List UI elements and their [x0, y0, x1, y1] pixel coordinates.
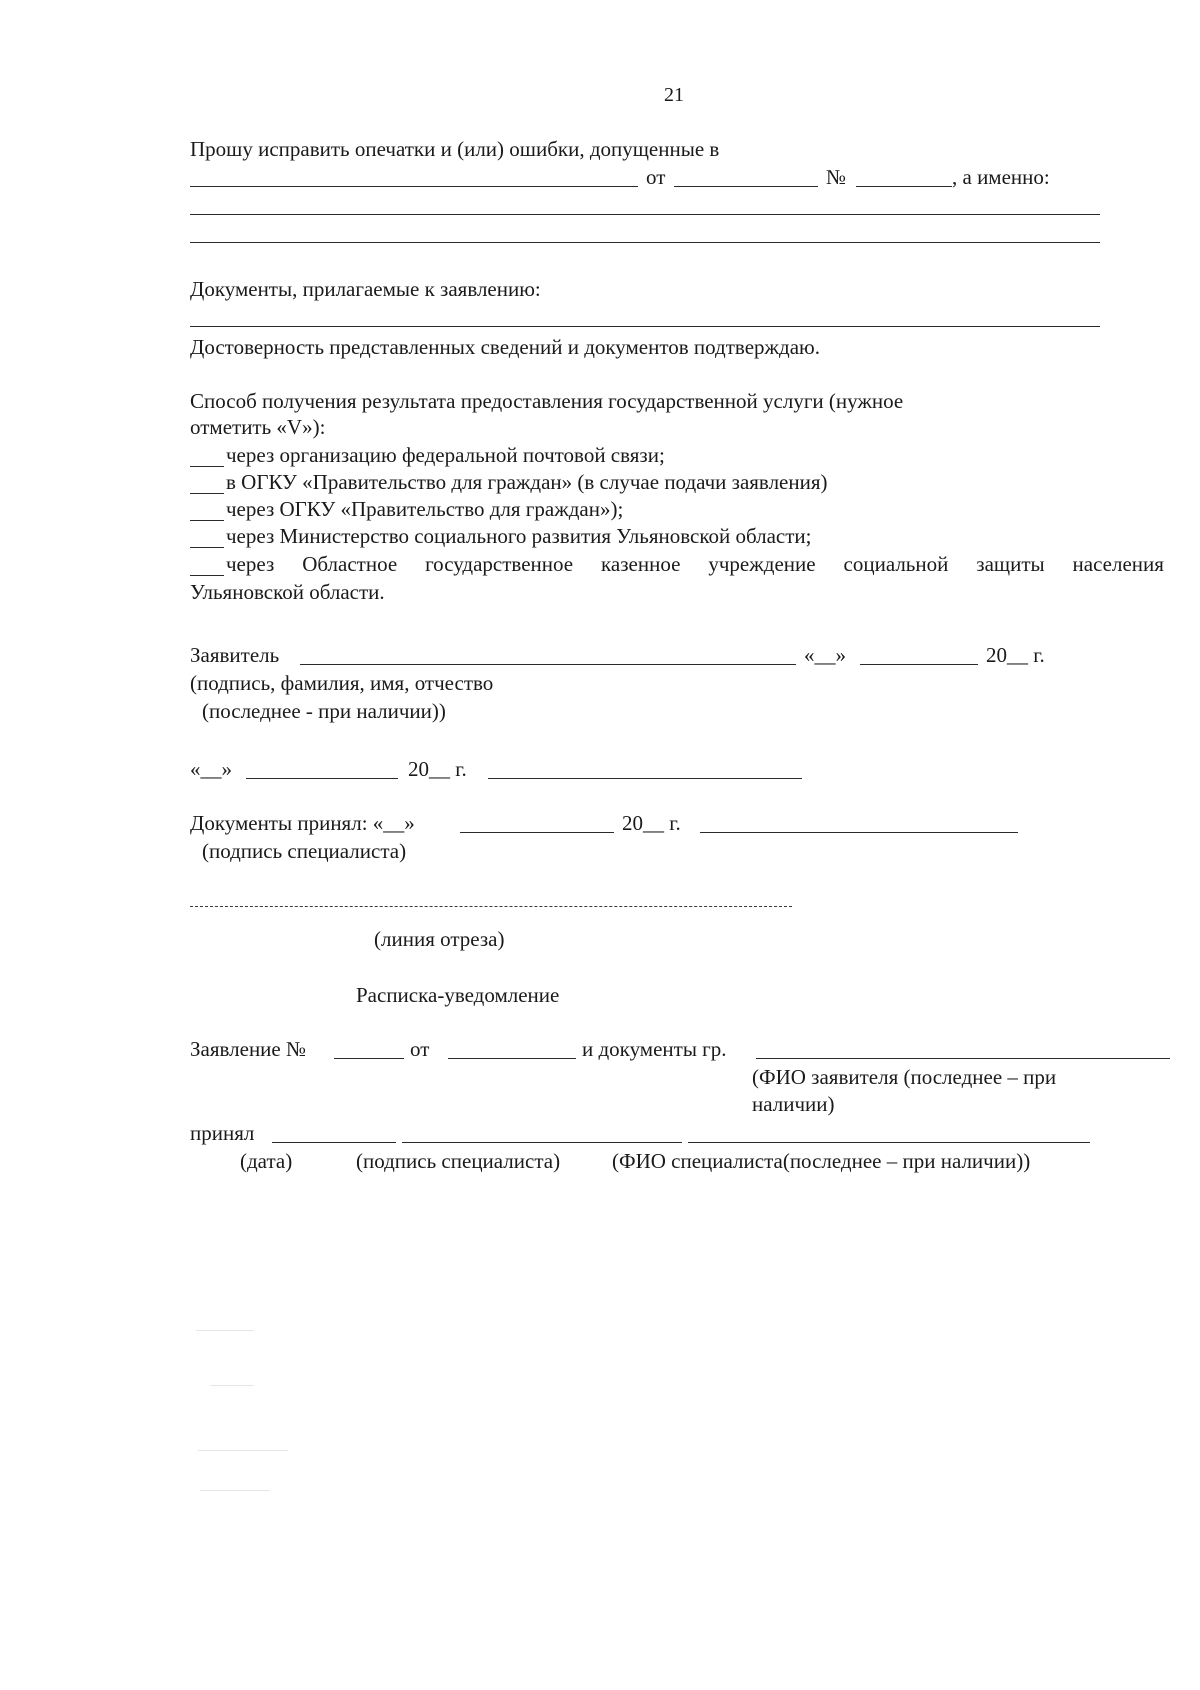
applicant-label: Заявитель — [190, 643, 280, 667]
accepted-caption: (подпись специалиста) — [202, 839, 407, 863]
applicant-signature-blank[interactable] — [300, 664, 796, 665]
method-checkbox-2[interactable] — [190, 493, 224, 494]
correction-details-line-2[interactable] — [190, 242, 1100, 243]
method-checkbox-3[interactable] — [190, 520, 224, 521]
method-option-5-word: защиты — [976, 552, 1045, 576]
method-heading-line-1: Способ получения результата предоставления государственной услуги (нужное — [190, 389, 904, 413]
method-option-5-word: населения — [1072, 552, 1164, 576]
date-row-signature-blank[interactable] — [488, 778, 802, 779]
attachments-label: Документы, прилагаемые к заявлению: — [190, 277, 541, 301]
correction-details-line-1[interactable] — [190, 214, 1100, 215]
applicant-caption-line-2: (последнее - при наличии)) — [202, 699, 446, 723]
receipt-statement-number-blank[interactable] — [334, 1058, 404, 1059]
method-option-5-word: через — [226, 552, 275, 576]
receipt-signature-caption: (подпись специалиста) — [356, 1149, 561, 1173]
receipt-applicant-name-blank[interactable] — [756, 1058, 1170, 1059]
method-option-3: через ОГКУ «Правительство для граждан»); — [226, 497, 624, 521]
date-row-quote: «__» — [190, 757, 232, 781]
applicant-date-quote: «__» — [804, 643, 846, 667]
date-row-month-blank[interactable] — [246, 778, 398, 779]
method-option-2: в ОГКУ «Правительство для граждан» (в случае подачи заявления) — [226, 470, 828, 494]
method-option-5-word: учреждение — [708, 552, 816, 576]
scan-speck — [196, 1330, 254, 1331]
correction-intro: Прошу исправить опечатки и (или) ошибки, допущенные в — [190, 137, 720, 161]
method-heading-line-2: отметить «V»): — [190, 415, 326, 439]
scan-speck — [198, 1450, 288, 1451]
method-checkbox-4[interactable] — [190, 547, 224, 548]
method-option-5-word: Областное — [302, 552, 398, 576]
receipt-date-blank[interactable] — [448, 1058, 576, 1059]
method-option-5-word: казенное — [601, 552, 681, 576]
receipt-title: Расписка-уведомление — [356, 983, 560, 1007]
receipt-applicant-caption-line-1: (ФИО заявителя (последнее – при — [752, 1065, 1057, 1089]
applicant-caption-line-1: (подпись, фамилия, имя, отчество — [190, 671, 494, 695]
document-number-blank[interactable] — [856, 186, 952, 187]
receipt-from-label: от — [410, 1037, 430, 1061]
receipt-specialist-caption: (ФИО специалиста(последнее – при наличии)) — [612, 1149, 1031, 1173]
correction-from-label: от — [646, 165, 666, 189]
document-date-blank[interactable] — [674, 186, 818, 187]
applicant-year: 20__ г. — [986, 643, 1045, 667]
accepted-month-blank[interactable] — [460, 832, 614, 833]
scan-speck — [200, 1490, 270, 1491]
method-option-5-word: государственное — [425, 552, 574, 576]
scan-speck — [210, 1385, 254, 1386]
cut-line — [190, 906, 792, 907]
document-name-blank[interactable] — [190, 186, 638, 187]
method-option-5-line-1 — [226, 551, 1164, 577]
method-option-4: через Министерство социального развития Ульяновской области; — [226, 524, 812, 548]
accepted-signature-blank[interactable] — [700, 832, 1018, 833]
attachments-line[interactable] — [190, 326, 1100, 327]
method-option-5-word: социальной — [843, 552, 949, 576]
receipt-statement-label: Заявление № — [190, 1037, 307, 1061]
date-row-year: 20__ г. — [408, 757, 467, 781]
receipt-docs-label: и документы гр. — [582, 1037, 727, 1061]
confirmation-text: Достоверность представленных сведений и документов подтверждаю. — [190, 335, 820, 359]
correction-number-label: № — [826, 165, 847, 189]
receipt-date-caption: (дата) — [240, 1149, 293, 1173]
page-number: 21 — [664, 84, 684, 106]
accepted-year: 20__ г. — [622, 811, 681, 835]
method-checkbox-5[interactable] — [190, 575, 224, 576]
receipt-applicant-caption-line-2: наличии) — [752, 1092, 835, 1116]
applicant-month-blank[interactable] — [860, 664, 978, 665]
receipt-specialist-name-blank[interactable] — [688, 1142, 1090, 1143]
receipt-accepted-label: принял — [190, 1121, 255, 1145]
receipt-date-accepted-blank[interactable] — [272, 1142, 396, 1143]
accepted-label: Документы принял: «__» — [190, 811, 415, 835]
correction-namely-label: , а именно: — [952, 165, 1050, 189]
method-option-5-line-2: Ульяновской области. — [190, 580, 385, 604]
method-checkbox-1[interactable] — [190, 466, 224, 467]
cut-line-label: (линия отреза) — [374, 927, 505, 951]
method-option-1: через организацию федеральной почтовой связи; — [226, 443, 665, 467]
receipt-signature-blank[interactable] — [402, 1142, 682, 1143]
